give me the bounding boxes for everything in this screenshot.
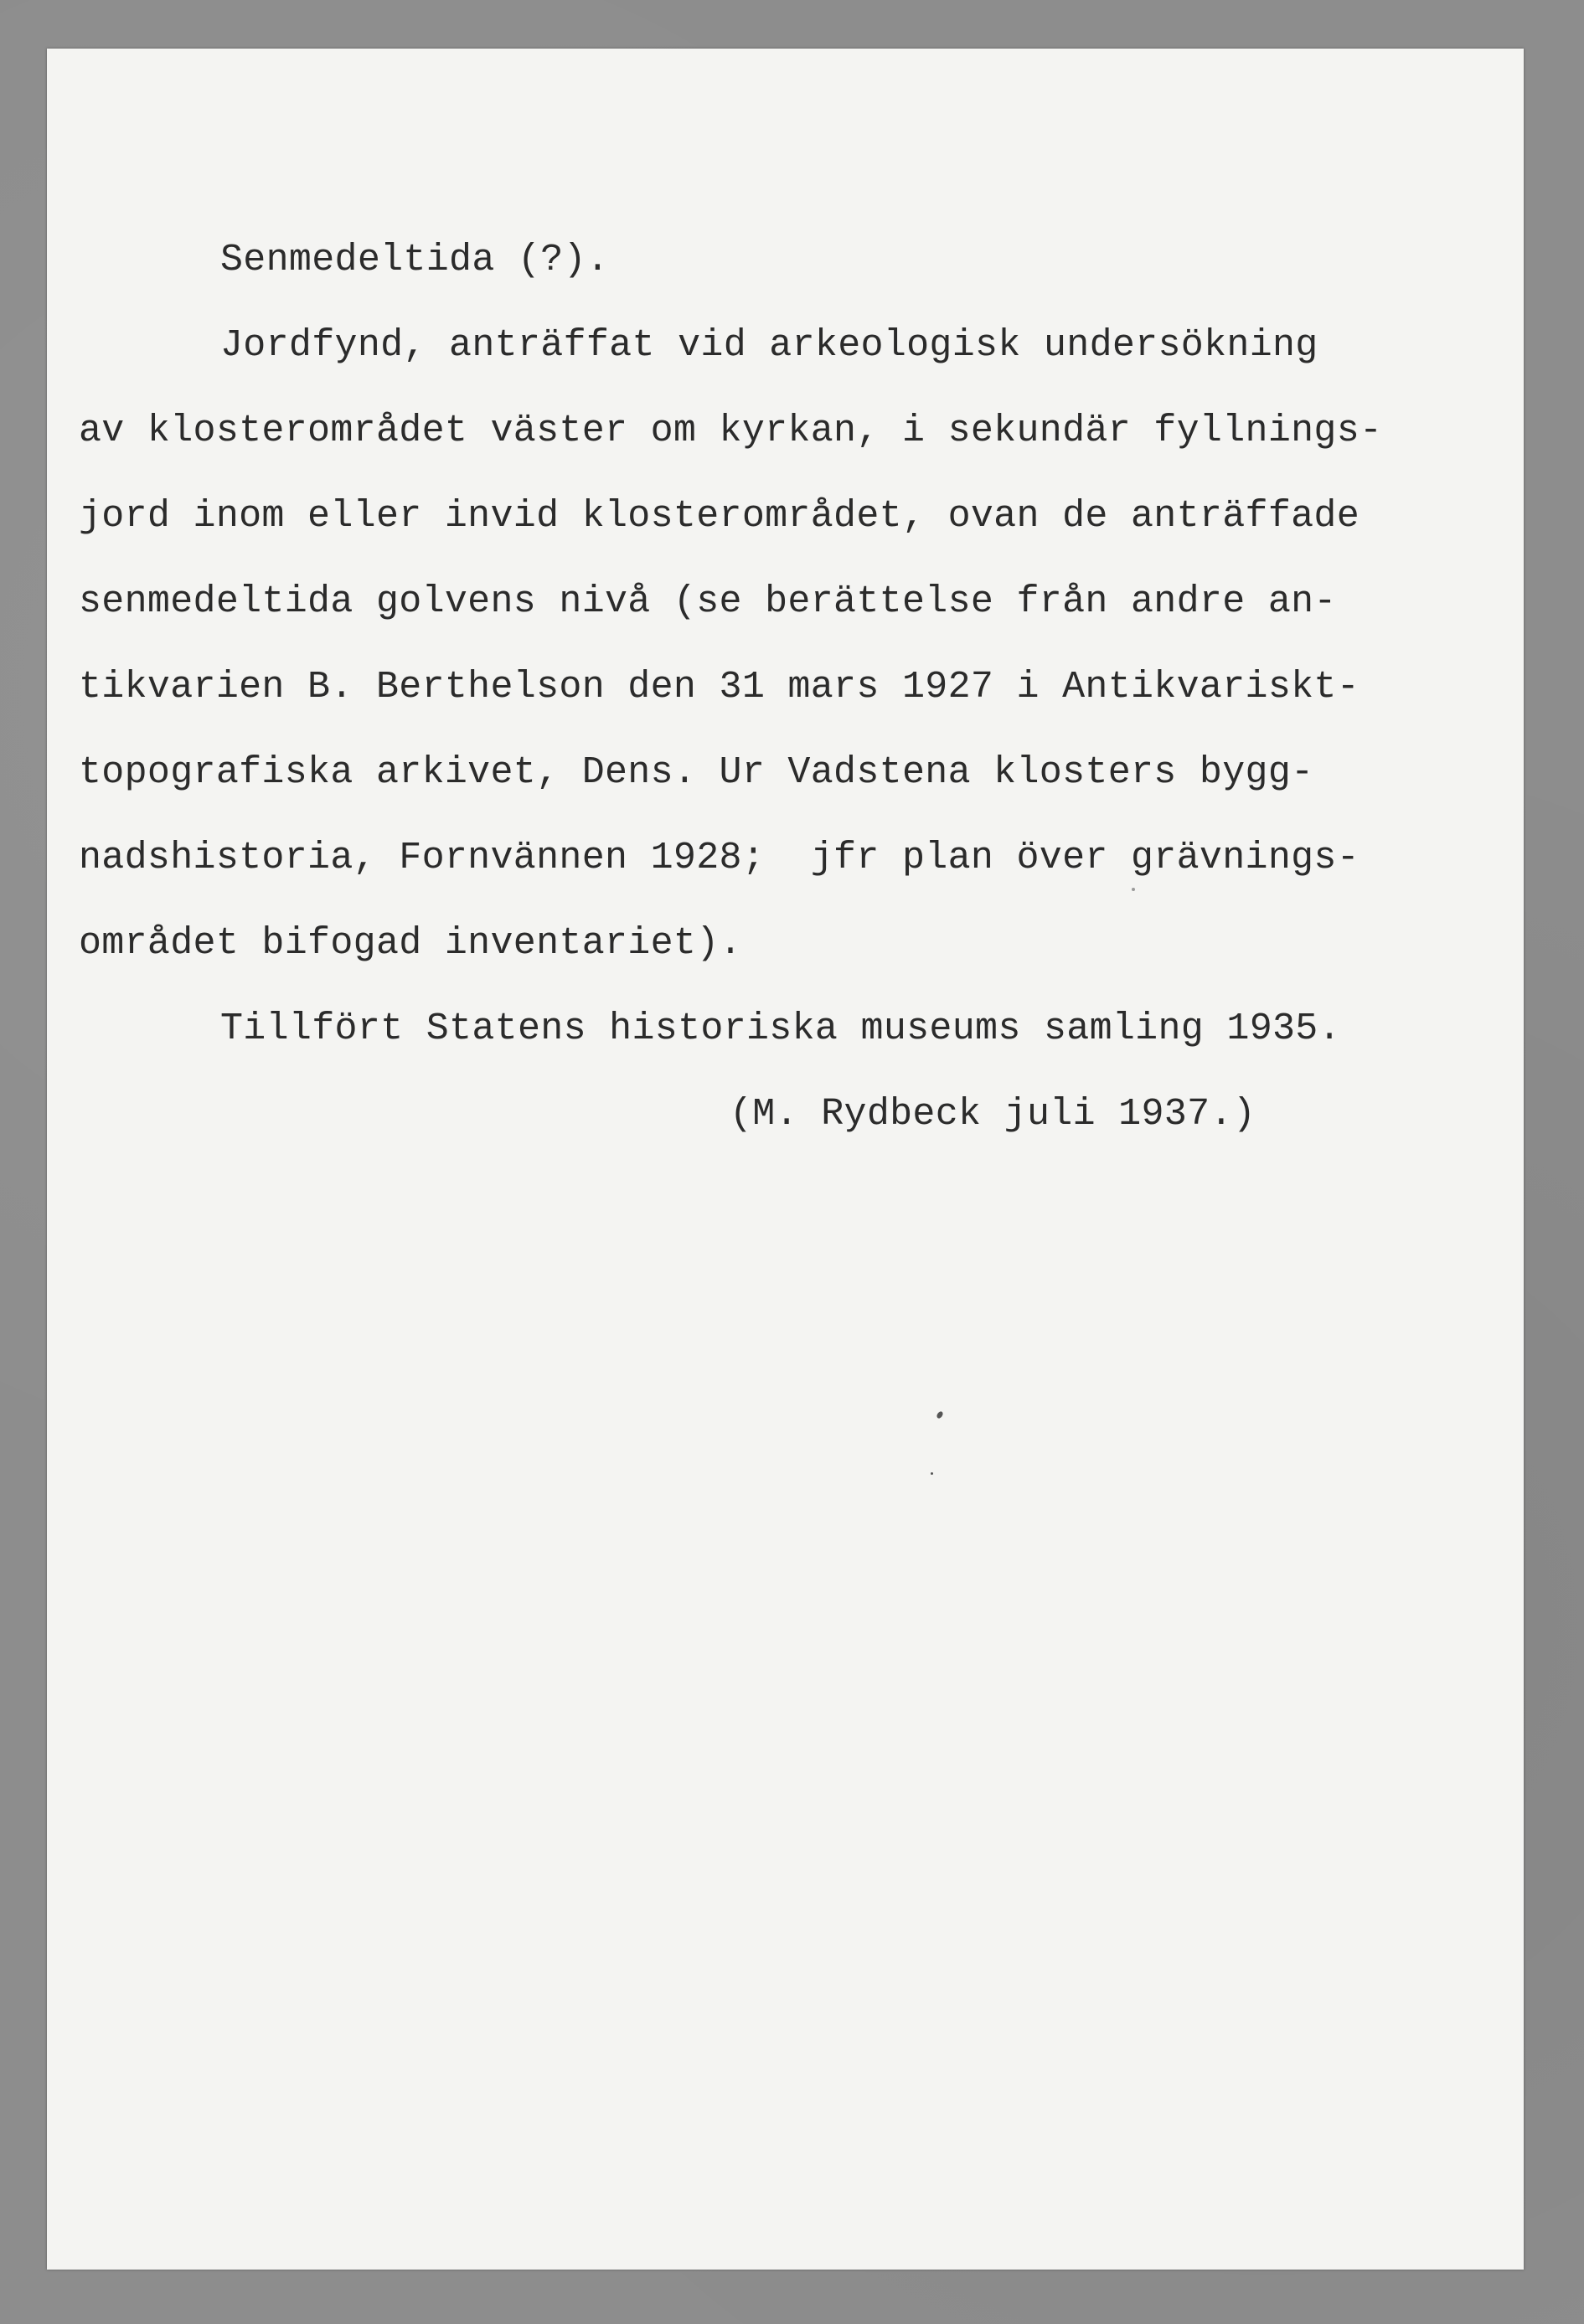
catalog-card [47,49,1524,2270]
accession-line: Tillfört Statens historiska museums samling 1935. [220,1007,1341,1050]
text-line-6: topografiska arkivet, Dens. Ur Vadstena klosters bygg- [79,751,1314,794]
ink-dot [1132,888,1135,891]
ink-dot [931,1472,933,1475]
text-line-2: av klosterområdet väster om kyrkan, i sekundär fyllnings- [79,410,1383,452]
text-line-8: området bifogad inventariet). [79,922,742,965]
ink-speck [936,1410,944,1420]
text-line-7: nadshistoria, Fornvännen 1928; jfr plan över grävnings- [79,837,1360,879]
author-signature-line: (M. Rydbeck juli 1937.) [730,1093,1256,1136]
text-line-3: jord inom eller invid klosterområdet, ovan de anträffade [79,495,1360,538]
text-line-1: Jordfynd, anträffat vid arkeologisk undersökning [220,324,1318,367]
text-line-4: senmedeltida golvens nivå (se berättelse från andre an- [79,580,1337,623]
text-line-5: tikvarien B. Berthelson den 31 mars 1927 i Antikvariskt- [79,666,1360,709]
dating-line: Senmedeltida (?). [220,239,610,281]
